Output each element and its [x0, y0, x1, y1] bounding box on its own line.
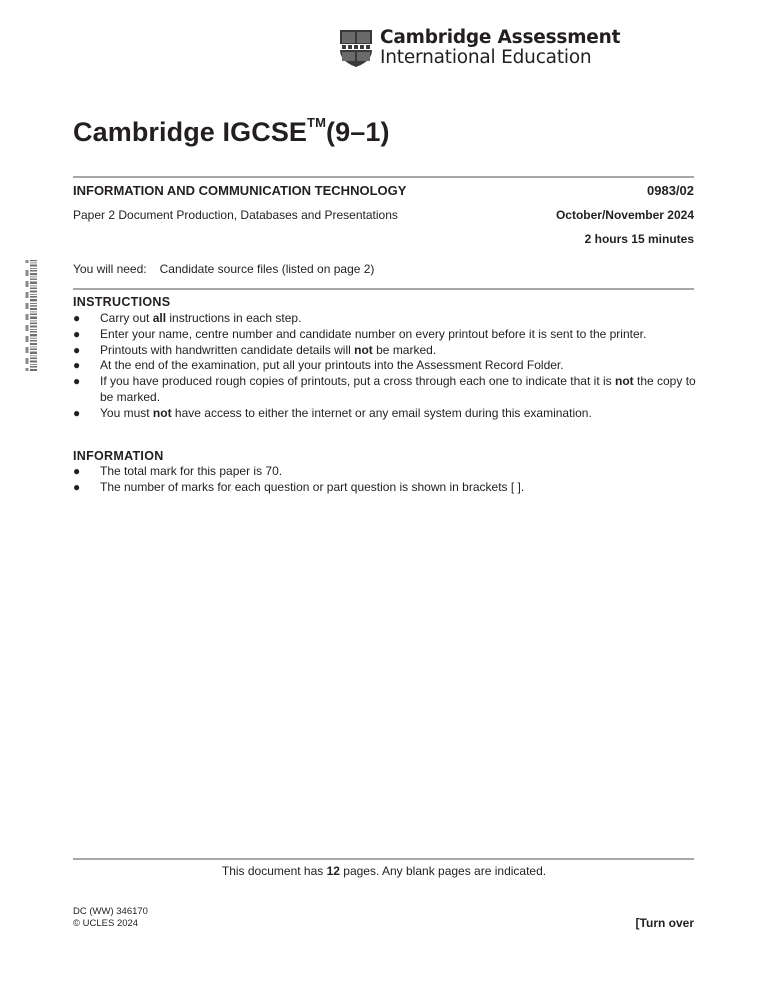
instruction-item: ● At the end of the examination, put all your printouts into the Assessment Record Folder. — [73, 358, 564, 373]
divider-middle — [73, 288, 694, 290]
trademark: TM — [307, 115, 327, 130]
need-value: Candidate source files (listed on page 2) — [159, 262, 375, 276]
requirements-line — [73, 262, 374, 276]
title-text: Cambridge IGCSE — [73, 117, 308, 147]
page-count: 12 — [326, 864, 340, 878]
exam-session: October/November 2024 — [555, 208, 694, 222]
page-count-note: This document has 12 pages. Any blank pages are indicated. — [221, 864, 547, 878]
divider-top — [73, 176, 694, 178]
bullet-icon: ● — [73, 342, 81, 357]
document-code-block — [73, 906, 148, 930]
cambridge-shield-icon — [338, 28, 374, 68]
need-label: You will need: — [73, 262, 147, 276]
barcode — [25, 260, 37, 372]
copyright: © UCLES 2024 — [73, 918, 139, 929]
bullet-icon: ● — [73, 405, 81, 420]
instructions-list — [73, 311, 698, 422]
org-name-line1: Cambridge Assessment — [380, 27, 621, 48]
org-name-line2: International Education — [380, 47, 592, 68]
bullet-icon: ● — [73, 464, 81, 478]
instruction-item: ● Enter your name, centre number and candidate number on every printout before it is sent to the printer. — [73, 326, 647, 341]
instructions-heading: INSTRUCTIONS — [73, 295, 171, 309]
qualification-title — [73, 117, 390, 148]
exam-duration: 2 hours 15 minutes — [584, 232, 694, 246]
title-suffix: (9–1) — [326, 117, 390, 147]
information-item: ● The total mark for this paper is 70. — [73, 464, 283, 478]
turn-over: [Turn over — [635, 916, 694, 930]
bullet-icon: ● — [73, 358, 81, 373]
instruction-item: ● If you have produced rough copies of printouts, put a cross through each one to indicate that it is not the copy to be marked. — [73, 374, 696, 404]
information-heading: INFORMATION — [73, 449, 164, 463]
bullet-icon: ● — [73, 374, 81, 389]
bullet-icon: ● — [73, 326, 81, 341]
information-item: ● The number of marks for each question or part question is shown in brackets [ ]. — [73, 479, 525, 494]
paper-code: 0983/02 — [647, 183, 694, 198]
cambridge-logo — [338, 28, 620, 68]
bullet-icon: ● — [73, 479, 81, 494]
instruction-item: ● You must not have access to either the internet or any email system during this examination. — [73, 405, 592, 420]
dc-code: DC (WW) 346170 — [73, 906, 148, 917]
paper-name: Paper 2 Document Production, Databases and Presentations — [73, 208, 398, 222]
instruction-item: ● Printouts with handwritten candidate details will not be marked. — [73, 342, 437, 357]
divider-bottom — [73, 858, 694, 860]
information-list — [73, 464, 698, 496]
subject-name: INFORMATION AND COMMUNICATION TECHNOLOGY — [73, 183, 407, 198]
instruction-item: ● Carry out all instructions in each step. — [73, 311, 302, 325]
bullet-icon: ● — [73, 311, 81, 325]
